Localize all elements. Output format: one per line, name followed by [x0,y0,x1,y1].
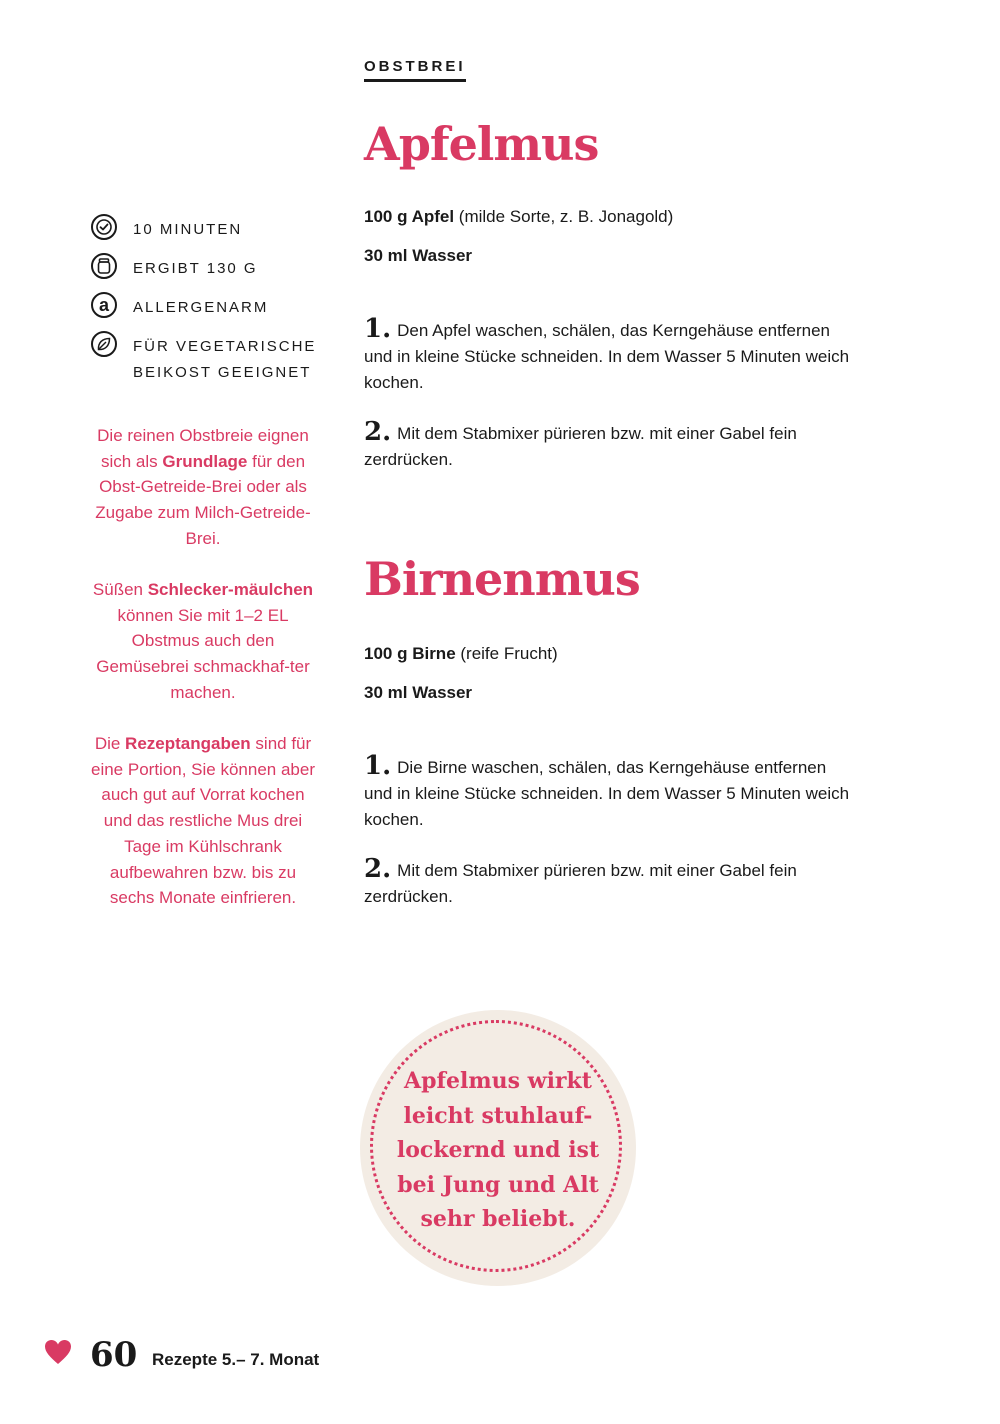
ingredient-line [364,245,472,267]
recipe-title-apfelmus: Apfelmus [364,117,599,171]
info-yield: ERGIBT 130 G [133,260,258,277]
info-allergen: ALLERGENARM [133,299,269,316]
tip-highlight: Schlecker-mäulchen [147,580,314,599]
tip-highlight: Rezeptangaben [125,734,251,753]
ingredient-line [364,206,673,228]
recipe-step [364,753,854,833]
jar-icon [91,253,117,279]
info-row-duration [91,217,316,256]
recipe-step [364,419,854,473]
recipe-step [364,316,854,396]
clock-icon [91,214,117,240]
info-duration: 10 MINUTEN [133,221,243,238]
ingredient-amount: 100 g Birne [364,644,456,663]
tip-text: für den Obst-Getreide-Brei oder als Zugabe zum Milch-Getreide-Brei. [95,451,311,548]
step-number: 1. [364,314,392,344]
tip-paragraph [88,731,318,911]
info-vegetarian-line2: BEIKOST GEEIGNET [133,364,312,381]
step-text: Den Apfel waschen, schälen, das Kerngehäuse entfernen und in kleine Stücke schneiden. In dem Wasser 5 Minuten weich kochen. [364,321,850,392]
ingredient-note: (reife Frucht) [455,644,558,663]
info-row-vegetarian [91,334,316,386]
callout-text: Apfelmus wirkt leicht stuhlauf-lockernd und ist bei Jung und Alt sehr beliebt. [396,1068,600,1232]
info-vegetarian-line1: FÜR VEGETARISCHE [133,338,317,355]
tip-paragraph [88,423,318,552]
section-title: Rezepte 5.– 7. Monat [152,1350,320,1369]
step-number: 2. [364,417,392,447]
page-number: 60 [90,1335,138,1375]
recipe-step [364,856,854,910]
leaf-icon [91,331,117,357]
category-label: OBSTBREI [364,58,466,82]
heart-icon [44,1338,72,1371]
ingredient-note: (milde Sorte, z. B. Jonagold) [454,207,674,226]
step-text: Mit dem Stabmixer pürieren bzw. mit einer Gabel fein zerdrücken. [364,424,797,469]
tip-highlight: Grundlage [162,451,248,471]
tip-text: können Sie mit 1–2 EL Obstmus auch den Gemüsebrei schmackhaf-ter machen. [96,605,310,702]
ingredient-line [364,682,472,704]
tip-text: Die [94,734,126,753]
tip-text: Süßen [92,580,148,599]
step-number: 2. [364,854,392,884]
step-number: 1. [364,751,392,781]
allergen-icon: a [91,292,117,318]
ingredient-line [364,643,558,665]
tip-paragraph [88,577,318,706]
step-text: Mit dem Stabmixer pürieren bzw. mit einer Gabel fein zerdrücken. [364,861,797,906]
tip-text: sind für eine Portion, Sie können aber auch gut auf Vorrat kochen und das restliche Mus drei Tage im Kühlschrank aufbewahren bzw. bis zu sechs Monate einfrieren. [91,734,315,908]
info-row-yield [91,256,316,295]
ingredient-amount: 100 g Apfel [364,207,455,226]
info-vegetarian [133,334,316,386]
info-list [91,217,316,386]
callout-circle [360,1010,636,1286]
info-row-allergen [91,295,316,334]
ingredient-amount: 30 ml Wasser [364,246,473,265]
recipe-title-birnenmus: Birnenmus [364,552,640,606]
tip-text: Die reinen Obstbreie eignen sich als [97,426,309,471]
step-text: Die Birne waschen, schälen, das Kerngehäuse entfernen und in kleine Stücke schneiden. In dem Wasser 5 Minuten weich kochen. [364,758,850,829]
ingredient-amount: 30 ml Wasser [364,683,473,702]
